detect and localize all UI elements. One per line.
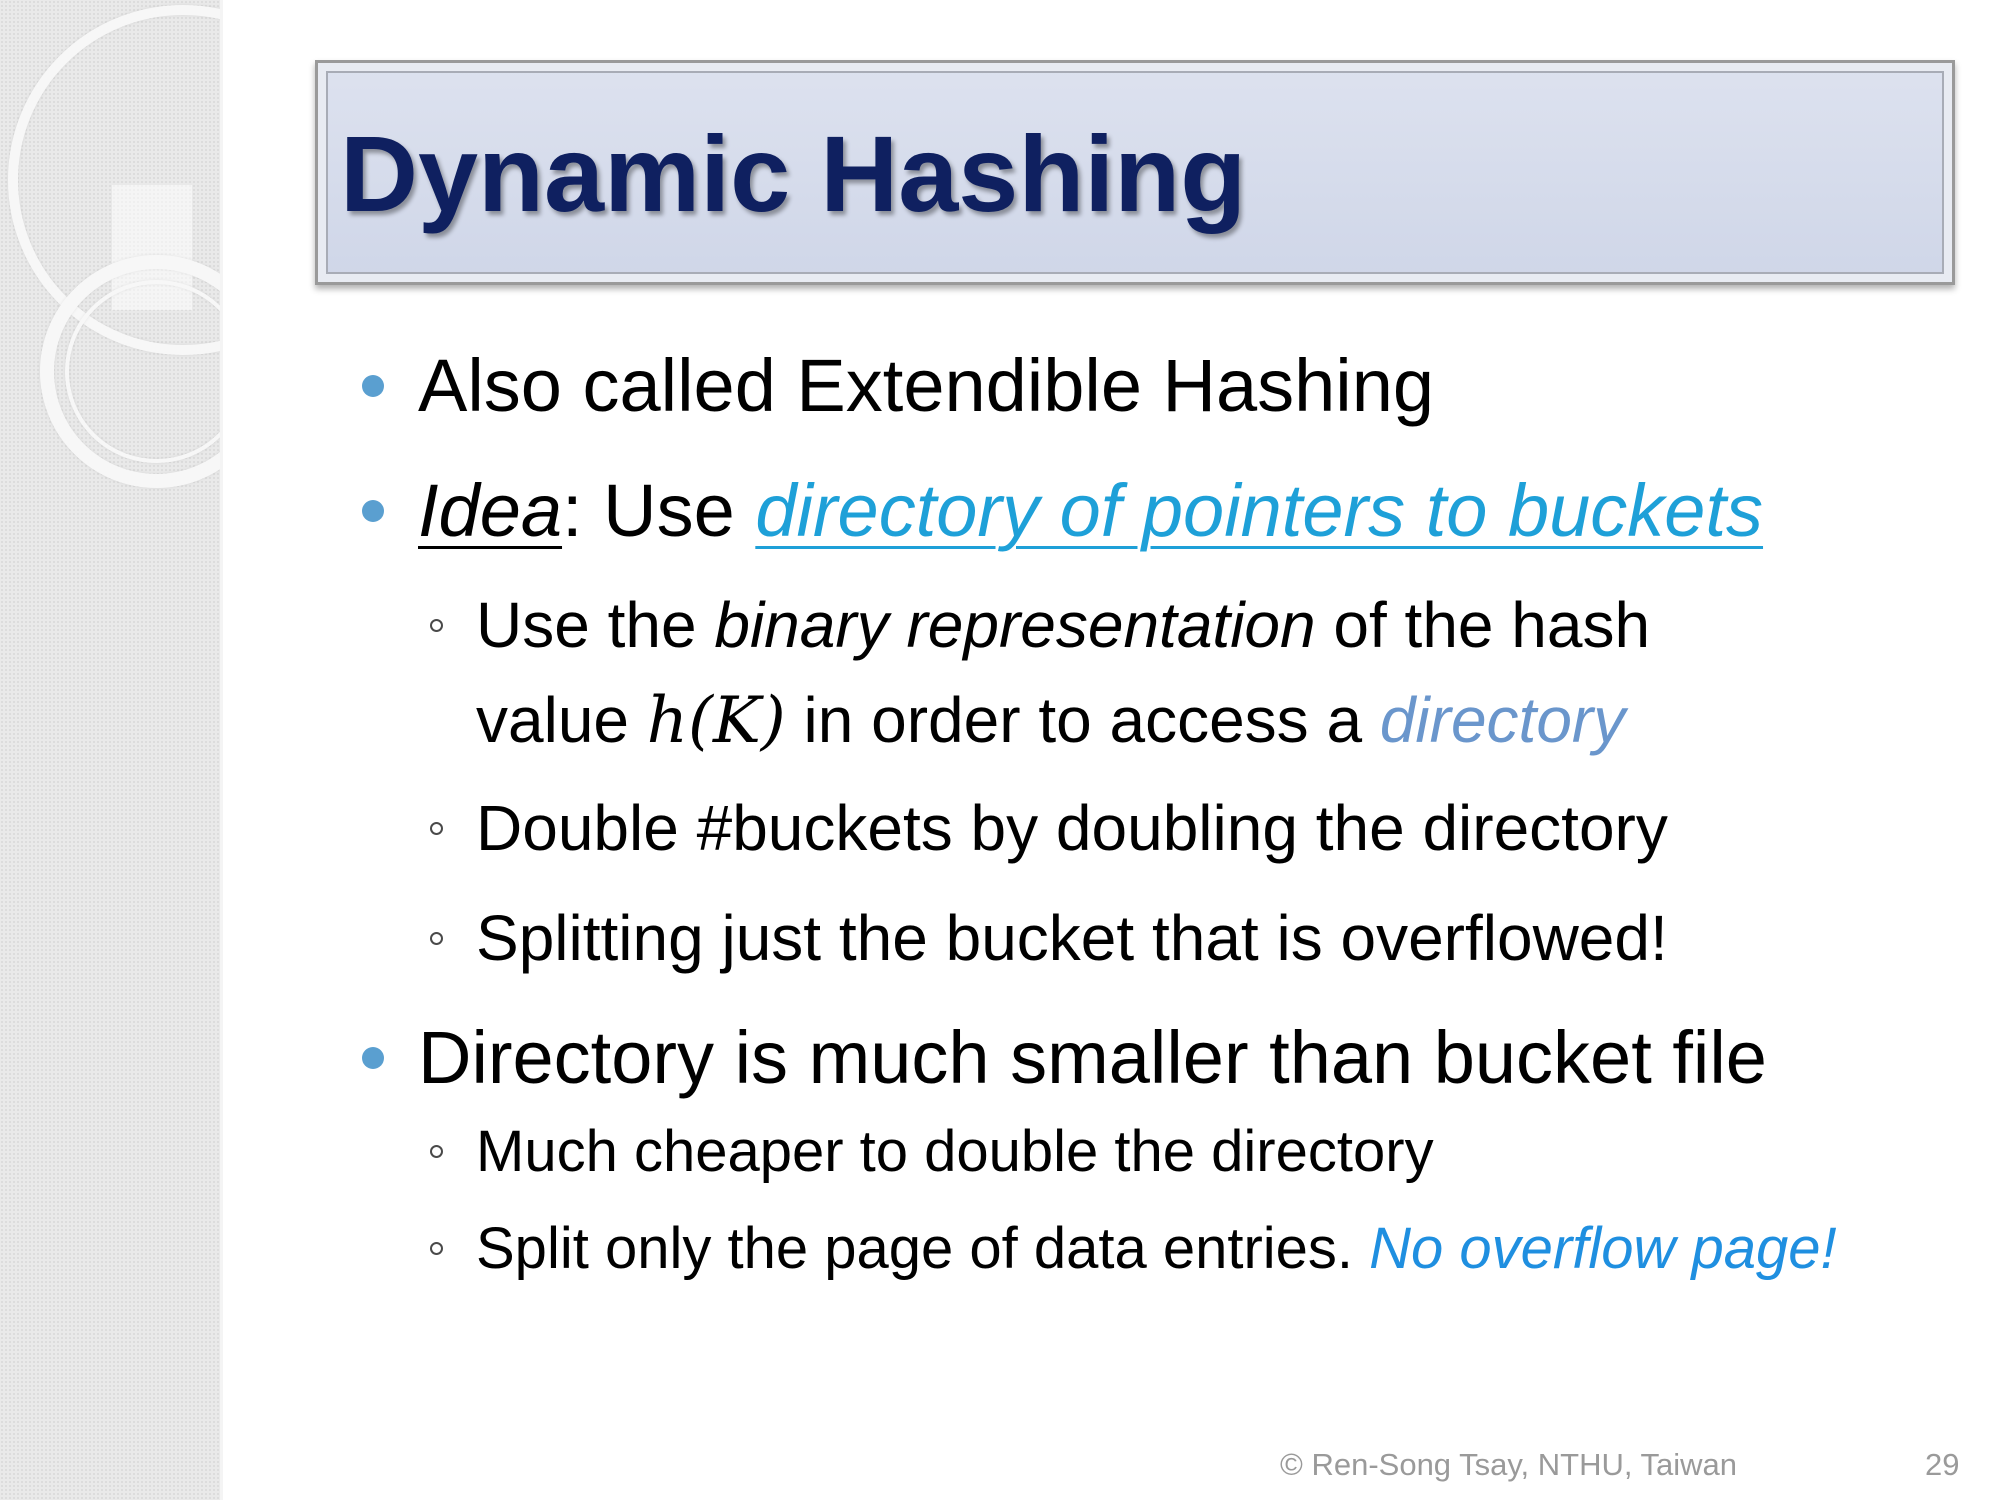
text-binary-representation: binary representation	[714, 589, 1316, 661]
bullet-idea	[418, 468, 1763, 553]
text-directory-highlight: directory	[1379, 684, 1626, 756]
sub-bullet-splitting: Splitting just the bucket that is overflowed!	[476, 902, 1668, 974]
bullet-dot-icon	[362, 500, 384, 522]
sub-bullet-binary-line1	[476, 588, 1650, 662]
idea-label: Idea	[418, 469, 563, 552]
bullet-dot-icon	[362, 1047, 384, 1069]
hash-function-math: h(K)	[646, 684, 786, 758]
sub-bullet-double-buckets: Double #buckets by doubling the directory	[476, 792, 1668, 864]
sub-bullet-much-cheaper: Much cheaper to double the directory	[476, 1119, 1434, 1184]
sub-bullet-ring-icon	[430, 1145, 443, 1158]
sub-bullet-split-page	[476, 1215, 1837, 1282]
text-of-the-hash: of the hash	[1315, 589, 1651, 661]
directory-pointers-link[interactable]: directory of pointers to buckets	[755, 469, 1764, 552]
bullet-also-called: Also called Extendible Hashing	[418, 344, 1435, 427]
bullet-directory-smaller: Directory is much smaller than bucket file	[418, 1016, 1767, 1099]
slide-title: Dynamic Hashing	[340, 113, 1247, 234]
text-split-only: Split only the page of data entries.	[476, 1216, 1370, 1281]
bullet-dot-icon	[362, 375, 384, 397]
sub-bullet-ring-icon	[430, 619, 443, 632]
page-number: 29	[1925, 1447, 1960, 1482]
footer-copyright: © Ren-Song Tsay, NTHU, Taiwan	[1280, 1447, 1738, 1482]
idea-use-text: : Use	[562, 469, 756, 552]
title-banner	[315, 60, 1955, 285]
text-use-the: Use the	[476, 589, 715, 661]
sub-bullet-ring-icon	[430, 822, 443, 835]
sub-bullet-binary-line2	[476, 683, 1625, 758]
decorative-side-panel	[0, 0, 223, 1500]
text-value: value	[476, 684, 647, 756]
sub-bullet-ring-icon	[430, 932, 443, 945]
text-no-overflow-page: No overflow page!	[1369, 1216, 1837, 1281]
sub-bullet-ring-icon	[430, 1242, 443, 1255]
text-in-order-to-access: in order to access a	[785, 684, 1380, 756]
